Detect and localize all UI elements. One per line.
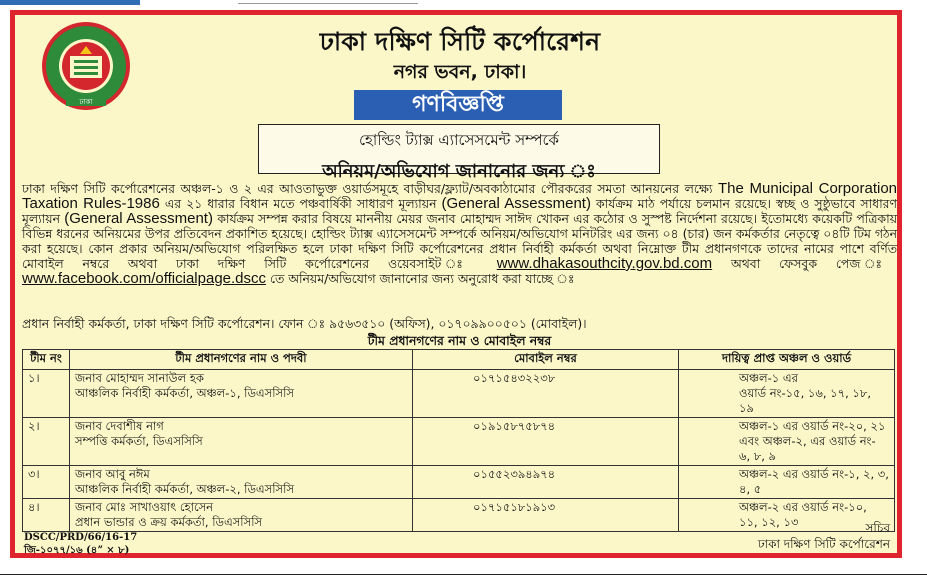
area-line-2: ওয়ার্ড নং-১৫, ১৬, ১৭, ১৮, ১৯	[739, 386, 871, 415]
bottom-divider	[0, 574, 927, 575]
assigned-area	[679, 370, 895, 418]
subject-box	[258, 124, 660, 182]
body-general-assessment-2: (General Assessment)	[64, 210, 213, 227]
leader-designation: সম্পত্তি কর্মকর্তা, ডিএসসিসি	[75, 434, 203, 448]
team-no: ২।	[23, 418, 70, 466]
reference-g: জি-১০৭৭/১৬ (৪ˮ × ৮)	[24, 545, 130, 556]
subject-line-2: অনিয়ম/অভিযোগ জানানোর জন্য ঃ	[322, 161, 596, 182]
table-header-row	[23, 350, 895, 370]
body-general-assessment-1: (General Assessment)	[441, 195, 591, 212]
team-leader	[70, 370, 413, 418]
area-line-2: এবং অঞ্চল-২, এর ওয়ার্ড নং- ৬, ৮, ৯	[739, 434, 876, 463]
body-rule-name: The Municipal Corporation Taxation Rules-1986	[22, 180, 897, 212]
dscc-seal-icon	[40, 20, 132, 112]
body-part-5: অথবা ফেসবুক পেজ ঃ	[731, 256, 897, 271]
teams-table	[22, 349, 895, 532]
body-part-1: ঢাকা দক্ষিণ সিটি কর্পোরেশনের অঞ্চল-১ ও ২ এর আওতাভুক্ত ওয়ার্ডসমূহে বাড়ীঘর/ফ্ল্যাট/অবকাঠামোর পৌরকরের সমতা আনয়নের লক্ষ্যে	[22, 181, 713, 196]
leader-mobile: ০১৭১৫১৮১৯১৩	[413, 499, 679, 532]
leader-mobile: ০১৭১৫৪৩২২৩৮	[413, 370, 679, 418]
leader-designation: আঞ্চলিক নির্বাহী কর্মকর্তা, অঞ্চল-২, ডিএসসিসি	[75, 482, 295, 496]
facebook-link[interactable]: www.facebook.com/officialpage.dscc	[22, 270, 267, 287]
top-strip	[0, 0, 927, 8]
signatory-org: ঢাকা দক্ষিণ সিটি কর্পোরেশন	[757, 537, 890, 551]
area-line-1: অঞ্চল-২ এর ওয়ার্ড নং-১, ২, ৩, ৪, ৫	[739, 467, 889, 496]
top-blue-bar	[0, 0, 140, 5]
signature-block	[690, 520, 890, 552]
team-leader	[70, 466, 413, 499]
subject-line-1: হোল্ডিং ট্যাক্স এ্যাসেসমেন্ট সম্পর্কে	[358, 131, 560, 149]
team-no: ৩।	[23, 466, 70, 499]
body-part-4: কার্যক্রম সম্পন্ন করার বিষয়ে মাননীয় মেয়র জনাব মোহাম্মদ সাঈদ খোকন এর কঠোর ও সুস্পষ্ট নির্দেশনা রয়েছে। ইতোমধ্যে কয়েকটি পত্রিকায় বিভিন্ন ধরনের অনিয়মের উপর প্রতিবেদন প্রকাশিত হয়েছে। হোল্ডিং ট্যাক্স এ্যাসেসমেন্ট সম্পর্কে অনিয়ম/অভিযোগ মনিটরিং এর জন্য ০৪ (চার) জন কর্মকর্তার নেতৃত্বে ০৪টি টিম গঠন করা হয়েছে। কোন প্রকার অনিয়ম/অভিযোগ পরিলক্ষিত হলে ঢাকা দক্ষিণ সিটি কর্পোরেশনের প্রধান নির্বাহী কর্মকর্তা অথবা নিম্নোক্ত টীম প্রধানগণকে তাদের নামের পাশে বর্ণিত মোবাইল নম্বরে অথবা ঢাকা দক্ষিণ সিটি কর্পোরেশনের ওয়েবসাইট ঃ	[22, 211, 897, 271]
leader-designation: প্রধান ভান্ডার ও ক্রয় কর্মকর্তা, ডিএসসিসি	[75, 515, 263, 529]
header-mobile: মোবাইল নম্বর	[413, 350, 679, 370]
team-leader	[70, 499, 413, 532]
leader-name: জনাব দেবাশীষ নাগ	[75, 419, 164, 433]
page-title: ঢাকা দক্ষিণ সিটি কর্পোরেশন	[319, 27, 601, 56]
body-part-3: কার্যক্রম মাঠ পর্যায়ে চলমান রয়েছে। স্বচ্ছ ও সুষ্ঠুভাবে সাধারণ মূল্যায়ন	[22, 196, 897, 226]
leader-name: জনাব আবু নঈম	[75, 467, 150, 481]
reference-dscc: DSCC/PRD/66/16-17	[24, 532, 138, 543]
leader-designation: আঞ্চলিক নির্বাহী কর্মকর্তা, অঞ্চল-১, ডিএসসিসি	[75, 386, 295, 400]
header-team-no: টীম নং	[23, 350, 70, 370]
table-row	[23, 418, 895, 466]
leader-name: জনাব মোঃ সাখাওয়াৎ হোসেন	[75, 500, 214, 514]
body-part-2: এর ২১ ধারার বিধান মতে পঞ্চবার্ষিকী সাধারণ মূল্যায়ন	[164, 196, 437, 211]
team-no: ১।	[23, 370, 70, 418]
top-divider	[238, 3, 418, 4]
table-caption: টীম প্রধানগণের নাম ও মোবাইল নম্বর	[367, 333, 552, 348]
website-link[interactable]: www.dhakasouthcity.gov.bd.com	[496, 255, 713, 272]
table-row	[23, 370, 895, 418]
leader-mobile: ০১৫৫২৩৯৪৯৭৪	[413, 466, 679, 499]
team-no: ৪।	[23, 499, 70, 532]
page-subtitle: নগর ভবন, ঢাকা।	[393, 61, 527, 83]
contact-line: প্রধান নির্বাহী কর্মকর্তা, ঢাকা দক্ষিণ সিটি কর্পোরেশন। ফোন ঃ ৯৫৬৩৫১০ (অফিস), ০১৭০৯৯০০৫০১ (মোবাইল)।	[22, 316, 587, 331]
area-line-1: অঞ্চল-১ এর	[739, 371, 798, 385]
header-area: দায়িত্ব প্রাপ্ত অঞ্চল ও ওয়ার্ড	[679, 350, 895, 370]
notice-body	[22, 181, 897, 286]
notice-label: গণবিজ্ঞপ্তি	[354, 90, 562, 120]
team-leader	[70, 418, 413, 466]
assigned-area	[679, 418, 895, 466]
reference-numbers	[24, 531, 137, 557]
leader-mobile: ০১৯১৫৮৭৫৮৭৪	[413, 418, 679, 466]
table-row	[23, 466, 895, 499]
area-line-1: অঞ্চল-২ এর ওয়ার্ড নং-১০, ১১, ১২, ১৩	[739, 500, 867, 529]
leader-name: জনাব মোহাম্মদ সানাউল হক	[75, 371, 204, 385]
assigned-area	[679, 466, 895, 499]
signatory-title: সচিব	[865, 521, 890, 535]
logo-bottom-text: ঢাকা	[79, 98, 93, 106]
area-line-1: অঞ্চল-১ এর ওয়ার্ড নং-২০, ২১	[739, 419, 886, 433]
body-part-6: তে অনিয়ম/অভিযোগ জানানোর জন্য অনুরোধ করা যাচ্ছে ঃ	[269, 271, 575, 286]
header-name: টীম প্রধানগণের নাম ও পদবী	[70, 350, 413, 370]
